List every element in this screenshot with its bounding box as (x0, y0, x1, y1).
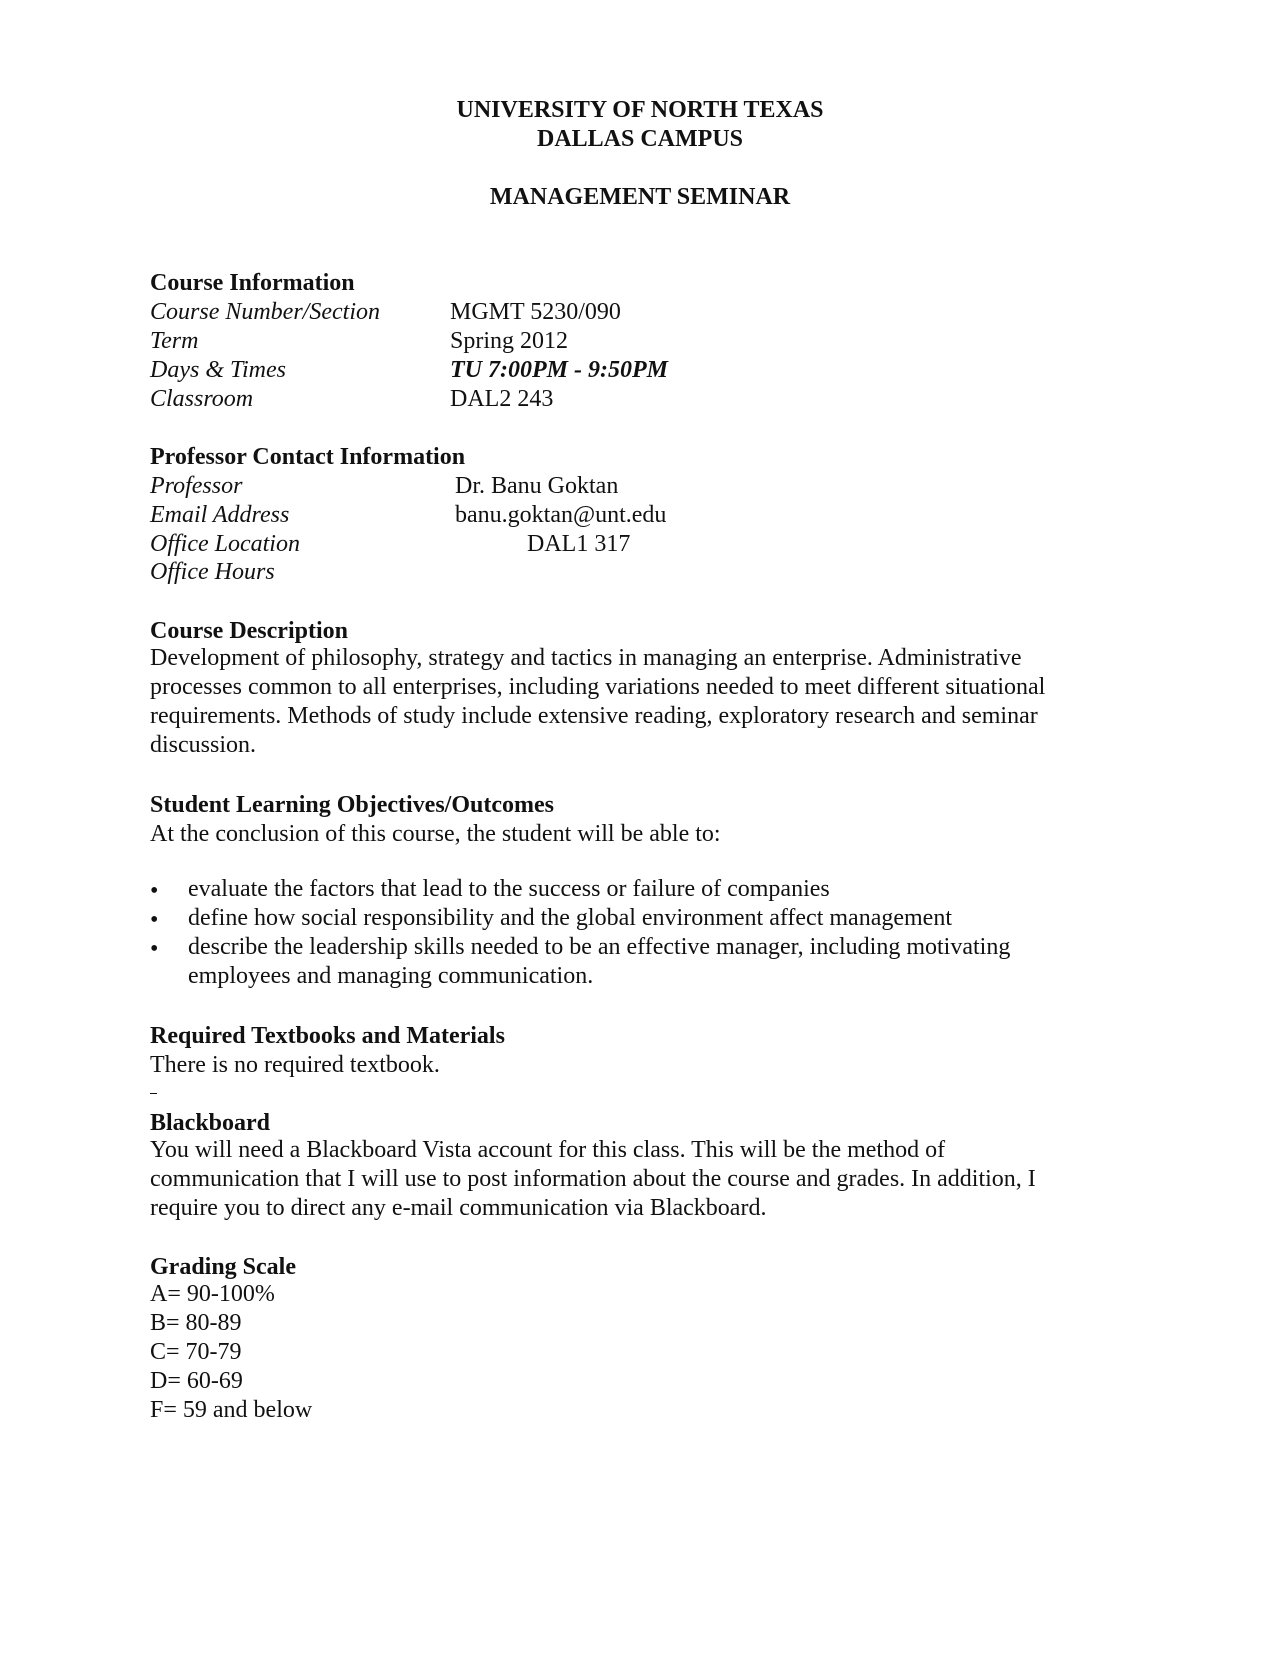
office-location-value: DAL1 317 (527, 531, 631, 557)
course-info-heading: Course Information (150, 270, 355, 296)
grade-item: D= 60-69 (150, 1368, 243, 1394)
office-location-label: Office Location (150, 531, 300, 557)
objective-line: employees and managing communication. (188, 963, 594, 989)
grade-item: A= 90-100% (150, 1281, 275, 1307)
stray-mark (150, 1093, 157, 1094)
blackboard-line: require you to direct any e-mail communication via Blackboard. (150, 1195, 767, 1221)
course-description-line: Development of philosophy, strategy and tactics in managing an enterprise. Administrative (150, 645, 1022, 671)
email-value: banu.goktan@unt.edu (455, 502, 667, 528)
course-description-line: discussion. (150, 732, 257, 758)
grading-list (150, 1280, 312, 1425)
term-label: Term (150, 328, 199, 354)
days-times-label: Days & Times (150, 357, 287, 383)
objective-line: define how social responsibility and the global environment affect management (188, 905, 952, 931)
grade-item: C= 70-79 (150, 1339, 242, 1365)
blackboard-text (150, 1136, 1036, 1223)
university-title: UNIVERSITY OF NORTH TEXAS (456, 97, 824, 123)
objective-line: evaluate the factors that lead to the success or failure of companies (188, 876, 830, 902)
classroom-label: Classroom (150, 386, 254, 412)
office-hours-label: Office Hours (150, 559, 275, 585)
objective-item (188, 933, 1010, 991)
grade-item: F= 59 and below (150, 1397, 313, 1423)
professor-info-heading: Professor Contact Information (150, 444, 466, 470)
professor-label: Professor (150, 473, 243, 499)
course-description-heading: Course Description (150, 618, 348, 644)
blackboard-line: You will need a Blackboard Vista account for this class. This will be the method of (150, 1137, 946, 1163)
course-description-text (150, 644, 1045, 760)
objective-item (188, 875, 830, 904)
objective-line: describe the leadership skills needed to be an effective manager, including motivating (188, 934, 1011, 960)
textbooks-heading: Required Textbooks and Materials (150, 1023, 505, 1049)
days-times-value: TU 7:00PM - 9:50PM (450, 357, 668, 383)
term-value: Spring 2012 (450, 328, 569, 354)
bullet-marker: • (150, 907, 159, 933)
classroom-value: DAL2 243 (450, 386, 554, 412)
course-description-line: processes common to all enterprises, including variations needed to meet different situational (150, 674, 1046, 700)
course-description-line: requirements. Methods of study include extensive reading, exploratory research and seminar (150, 703, 1038, 729)
objective-item (188, 904, 952, 933)
objectives-heading: Student Learning Objectives/Outcomes (150, 792, 554, 818)
bullet-marker: • (150, 878, 159, 904)
campus-title: DALLAS CAMPUS (536, 126, 743, 152)
course-title: MANAGEMENT SEMINAR (489, 184, 791, 210)
textbooks-text: There is no required textbook. (150, 1052, 440, 1078)
grade-item: B= 80-89 (150, 1310, 242, 1336)
bullet-marker: • (150, 936, 159, 962)
objectives-intro: At the conclusion of this course, the student will be able to: (150, 821, 721, 847)
blackboard-heading: Blackboard (150, 1110, 271, 1136)
email-label: Email Address (150, 502, 290, 528)
grading-heading: Grading Scale (150, 1254, 297, 1280)
blackboard-line: communication that I will use to post information about the course and grades. In addition, I (150, 1166, 1036, 1192)
course-number-value: MGMT 5230/090 (450, 299, 621, 325)
professor-value: Dr. Banu Goktan (455, 473, 619, 499)
course-number-label: Course Number/Section (150, 299, 380, 325)
